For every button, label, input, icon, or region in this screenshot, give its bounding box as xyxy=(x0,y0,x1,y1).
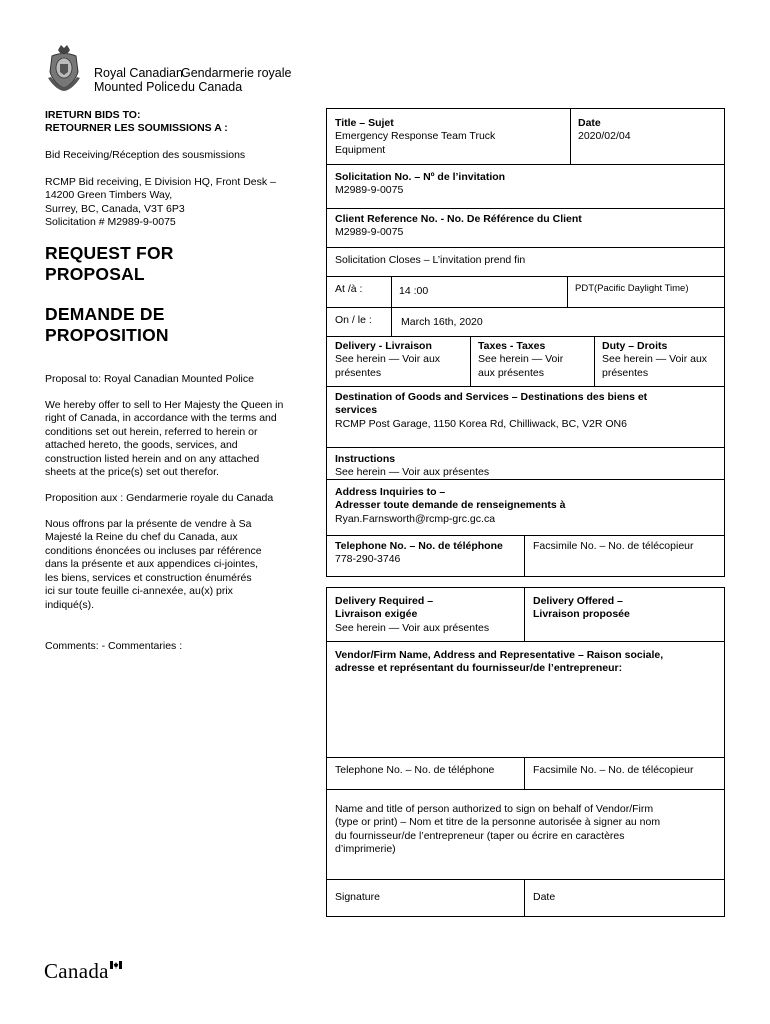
offer-en-line: attached hereto, the goods, services, and xyxy=(45,439,238,452)
vendor-fax-field[interactable]: Facsimile No. – No. de télécopieur xyxy=(533,764,694,776)
proposition-to-text: Proposition aux : Gendarmerie royale du Canada xyxy=(45,492,274,504)
delivery-offered-label: Livraison proposée xyxy=(533,608,630,621)
taxes-cell xyxy=(478,340,563,380)
delivery-offered-cell[interactable] xyxy=(533,595,630,622)
vendor-form-box xyxy=(326,587,725,917)
title-value: Emergency Response Team Truck xyxy=(335,130,496,143)
offer-fr-line: ici sur toute feuille ci-annexée, au(x) prix xyxy=(45,585,233,598)
offer-fr-line: Majesté la Reine du chef du Canada, aux xyxy=(45,531,238,544)
return-bids-fr: RETOURNER LES SOUMISSIONS A : xyxy=(45,122,228,135)
offer-fr-line: dans la présente et aux appendices ci-jointes, xyxy=(45,558,259,571)
delivery-label: Delivery - Livraison xyxy=(335,340,432,352)
rfp-title-fr-line2: PROPOSITION xyxy=(45,325,169,346)
org-name-en-line1: Royal Canadian xyxy=(94,66,183,80)
canada-flag-icon xyxy=(110,961,122,969)
delivery-value: présentes xyxy=(335,366,382,379)
title-value: Equipment xyxy=(335,143,386,156)
signature-field[interactable]: Signature xyxy=(335,891,380,903)
solicitation-form-box xyxy=(326,108,725,577)
taxes-value: aux présentes xyxy=(478,366,544,379)
solicitation-no-label: Solicitation No. – Nº de l’invitation xyxy=(335,171,506,183)
offer-fr-line: les biens, services et construction énumérés xyxy=(45,571,252,584)
closing-date-value: March 16th, 2020 xyxy=(401,316,483,328)
canada-wordmark xyxy=(44,958,122,985)
offer-text-fr xyxy=(45,518,310,612)
date-value: 2020/02/04 xyxy=(578,130,631,143)
inquiries-cell xyxy=(335,486,566,526)
rfp-title-fr-line1: DEMANDE DE xyxy=(45,304,165,324)
delivery-required-value: See herein — Voir aux présentes xyxy=(335,621,490,634)
rcmp-crest-icon xyxy=(44,44,84,92)
signature-date-field[interactable]: Date xyxy=(533,891,556,903)
taxes-value: See herein — Voir xyxy=(478,353,564,366)
delivery-value: See herein — Voir aux xyxy=(335,353,441,366)
offer-en-line: construction listed herein and on any attached xyxy=(45,452,260,465)
org-name-fr-line1: Gendarmerie royale xyxy=(181,66,292,80)
client-ref-value: M2989-9-0075 xyxy=(335,226,404,239)
destination-label: Destination of Goods and Services – Destinations des biens et xyxy=(335,391,648,403)
rfp-title-en-line2: PROPOSAL xyxy=(45,264,145,285)
title-cell xyxy=(335,117,567,157)
telephone-cell xyxy=(335,540,503,567)
offer-en-line: conditions set out herein, referred to herein or xyxy=(45,425,258,438)
solicitation-no-cell xyxy=(335,171,505,198)
vendor-label: Vendor/Firm Name, Address and Representative – Raison sociale, xyxy=(335,649,664,661)
vendor-label: adresse et représentant du fournisseur/de l’entrepreneur: xyxy=(335,662,623,675)
offer-en-line: We hereby offer to sell to Her Majesty the Queen in xyxy=(45,399,284,411)
title-label: Title – Sujet xyxy=(335,117,394,129)
offer-fr-line: conditions énoncées ou incluses par référence xyxy=(45,544,262,557)
rfp-title-fr xyxy=(45,304,310,347)
authorized-person-field[interactable] xyxy=(335,803,720,857)
address-line: Surrey, BC, Canada, V3T 6P3 xyxy=(45,202,185,215)
taxes-label: Taxes - Taxes xyxy=(478,340,546,352)
destination-value: RCMP Post Garage, 1150 Korea Rd, Chilliwack, BC, V2R ON6 xyxy=(335,417,627,430)
return-address xyxy=(45,176,310,230)
telephone-value: 778-290-3746 xyxy=(335,553,401,566)
org-name-fr xyxy=(181,67,291,94)
offer-en-line: sheets at the price(s) set out therefor. xyxy=(45,466,219,479)
address-line: RCMP Bid receiving, E Division HQ, Front Desk – xyxy=(45,176,276,188)
auth-label-line: d’imprimerie) xyxy=(335,843,396,856)
offer-fr-line: Nous offrons par la présente de vendre à Sa xyxy=(45,518,252,530)
auth-label-line: Name and title of person authorized to sign on behalf of Vendor/Firm xyxy=(335,803,654,815)
on-label: On / le : xyxy=(335,314,372,326)
date-label: Date xyxy=(578,117,601,129)
date-cell xyxy=(578,117,631,144)
fax-label: Facsimile No. – No. de télécopieur xyxy=(533,540,694,552)
solicitation-no-value: M2989-9-0075 xyxy=(335,184,404,197)
client-ref-label: Client Reference No. - No. De Référence du Client xyxy=(335,213,582,225)
inquiries-email[interactable]: Ryan.Farnsworth@rcmp-grc.gc.ca xyxy=(335,512,496,525)
destination-cell xyxy=(335,391,647,431)
instructions-label: Instructions xyxy=(335,453,396,465)
auth-label-line: (type or print) – Nom et titre de la personne autorisée à signer au nom xyxy=(335,816,661,829)
canada-wordmark-text: Canada xyxy=(44,959,109,983)
offer-fr-line: indiqué(s). xyxy=(45,598,95,611)
vendor-name-field[interactable] xyxy=(335,649,720,753)
offer-en-line: right of Canada, in accordance with the terms and xyxy=(45,412,277,425)
delivery-required-label: Delivery Required – xyxy=(335,595,434,607)
duty-value: présentes xyxy=(602,366,649,379)
client-ref-cell xyxy=(335,213,582,240)
inquiries-label: Address Inquiries to – xyxy=(335,486,446,498)
auth-label-line: du fournisseur/de l’entrepreneur (taper ou écrire en caractères xyxy=(335,829,625,842)
duty-cell xyxy=(602,340,707,380)
delivery-cell xyxy=(335,340,440,380)
rfp-title-en-line1: REQUEST FOR xyxy=(45,243,174,263)
delivery-offered-label: Delivery Offered – xyxy=(533,595,623,607)
return-bids-heading xyxy=(45,109,310,136)
return-bids-en: IRETURN BIDS TO: xyxy=(45,109,141,121)
destination-label: services xyxy=(335,404,378,417)
org-name-en xyxy=(94,67,183,94)
inquiries-label: Adresser toute demande de renseignements à xyxy=(335,499,566,512)
solicitation-closes-label: Solicitation Closes – L’invitation prend fin xyxy=(335,254,526,266)
offer-text-en xyxy=(45,399,315,480)
duty-label: Duty – Droits xyxy=(602,340,668,352)
telephone-label: Telephone No. – No. de téléphone xyxy=(335,540,503,552)
address-line: 14200 Green Timbers Way, xyxy=(45,189,173,202)
instructions-cell xyxy=(335,453,489,480)
delivery-required-label: Livraison exigée xyxy=(335,608,418,621)
address-line: Solicitation # M2989-9-0075 xyxy=(45,216,176,229)
proposal-to-text: Proposal to: Royal Canadian Mounted Police xyxy=(45,373,254,385)
bid-receiving-text: Bid Receiving/Réception des sousmissions xyxy=(45,149,246,161)
closing-time-value: 14 :00 xyxy=(399,285,429,297)
timezone-value: PDT(Pacific Daylight Time) xyxy=(575,283,689,294)
delivery-required-cell xyxy=(335,595,489,635)
instructions-value: See herein — Voir aux présentes xyxy=(335,466,490,479)
at-label: At /à : xyxy=(335,283,363,295)
org-name-en-line2: Mounted Police xyxy=(94,79,181,94)
vendor-telephone-field[interactable]: Telephone No. – No. de téléphone xyxy=(335,764,495,776)
org-name-fr-line2: du Canada xyxy=(181,79,243,94)
rfp-title-en xyxy=(45,243,310,286)
comments-label: Comments: - Commentaries : xyxy=(45,640,183,652)
duty-value: See herein — Voir aux xyxy=(602,353,708,366)
